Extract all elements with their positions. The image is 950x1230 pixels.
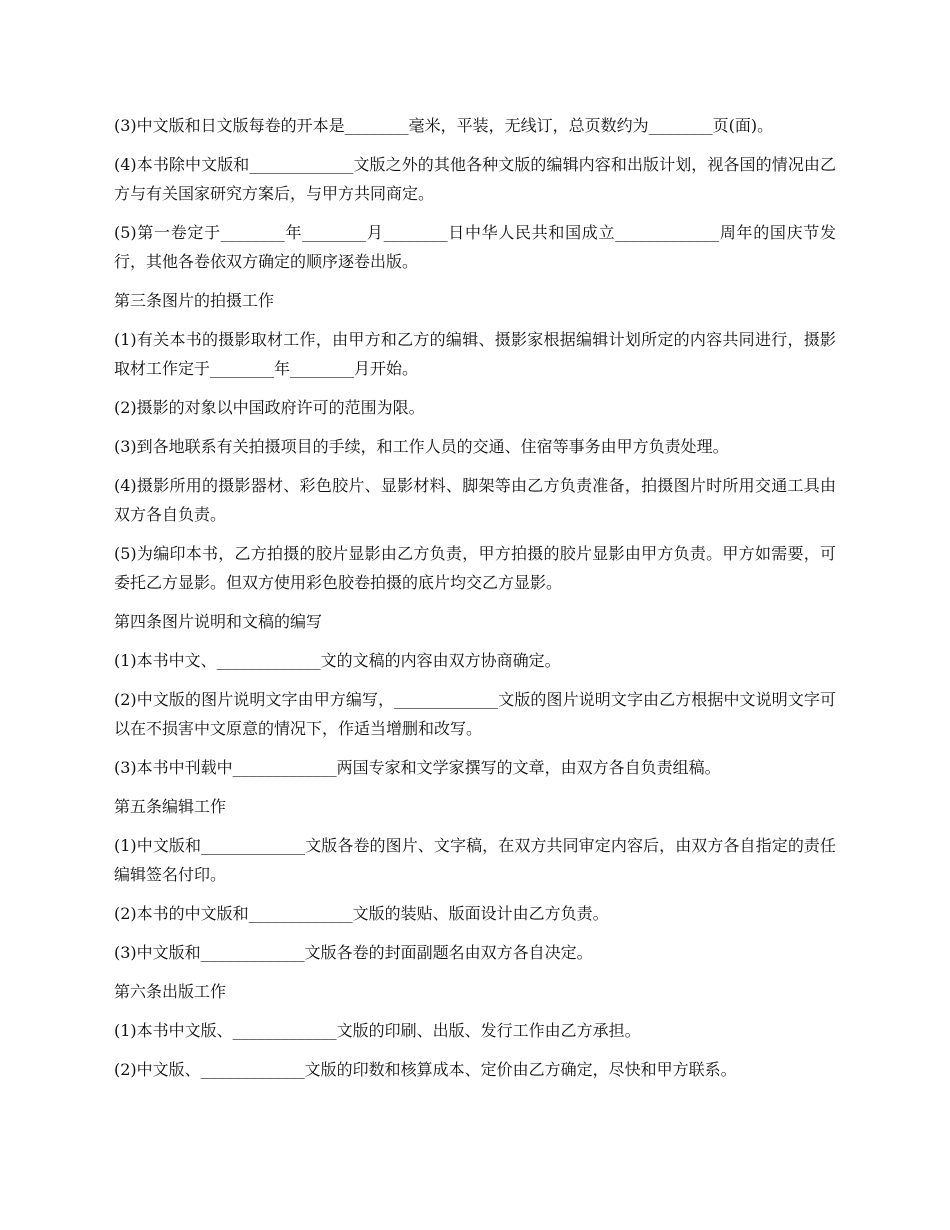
clause-2-item-3: (3)中文版和日文版每卷的开本是________毫米，平装，无线订，总页数约为________页(面)。	[114, 116, 774, 135]
clause-4-item-1: (1)本书中文、_____________文的文稿的内容由双方协商确定。	[114, 651, 561, 670]
clause-6-item-1: (1)本书中文版、_____________文版的印刷、出版、发行工作由乙方承担。	[114, 1021, 641, 1040]
clause-4-item-2: (2)中文版的图片说明文字由甲方编写，_____________文版的图片说明文字由乙方根据中文说明文字可以在不损害中文原意的情况下，作适当增删和改写。	[114, 690, 836, 738]
clause-5-item-3: (3)中文版和_____________文版各卷的封面副题名由双方各自决定。	[114, 943, 593, 962]
clause-4-heading: 第四条图片说明和文稿的编写	[114, 612, 323, 631]
clause-6-item-2: (2)中文版、_____________文版的印数和核算成本、定价由乙方确定，尽快和甲方联系。	[114, 1060, 737, 1079]
clause-4-item-3: (3)本书中刊载中_____________两国专家和文学家撰写的文章，由双方各自负责组稿。	[114, 758, 721, 777]
clause-3-item-3: (3)到各地联系有关拍摄项目的手续，和工作人员的交通、住宿等事务由甲方负责处理。	[114, 437, 729, 456]
clause-5-item-2: (2)本书的中文版和_____________文版的装贴、版面设计由乙方负责。	[114, 904, 609, 923]
clause-5-item-1: (1)中文版和_____________文版各卷的图片、文字稿，在双方共同审定内容后，由双方各自指定的责任编辑签名付印。	[114, 836, 836, 884]
clause-3-item-4: (4)摄影所用的摄影器材、彩色胶片、显影材料、脚架等由乙方负责准备，拍摄图片时所用交通工具由双方各自负责。	[114, 476, 836, 524]
clause-2-item-5: (5)第一卷定于________年________月________日中华人民共和国成立_____________周年的国庆节发行，其他各卷依双方确定的顺序逐卷出版。	[114, 223, 836, 271]
clause-3-item-1: (1)有关本书的摄影取材工作，由甲方和乙方的编辑、摄影家根据编辑计划所定的内容共同进行，摄影取材工作定于________年________月开始。	[114, 330, 836, 378]
clause-3-heading: 第三条图片的拍摄工作	[114, 291, 275, 310]
clause-3-item-2: (2)摄影的对象以中国政府许可的范围为限。	[114, 398, 425, 417]
clause-5-heading: 第五条编辑工作	[114, 797, 227, 816]
clause-2-item-4: (4)本书除中文版和_____________文版之外的其他各种文版的编辑内容和出版计划，视各国的情况由乙方与有关国家研究方案后，与甲方共同商定。	[114, 155, 836, 203]
clause-3-item-5: (5)为编印本书，乙方拍摄的胶片显影由乙方负责，甲方拍摄的胶片显影由甲方负责。甲方如需要，可委托乙方显影。但双方使用彩色胶卷拍摄的底片均交乙方显影。	[114, 544, 836, 592]
clause-6-heading: 第六条出版工作	[114, 982, 227, 1001]
